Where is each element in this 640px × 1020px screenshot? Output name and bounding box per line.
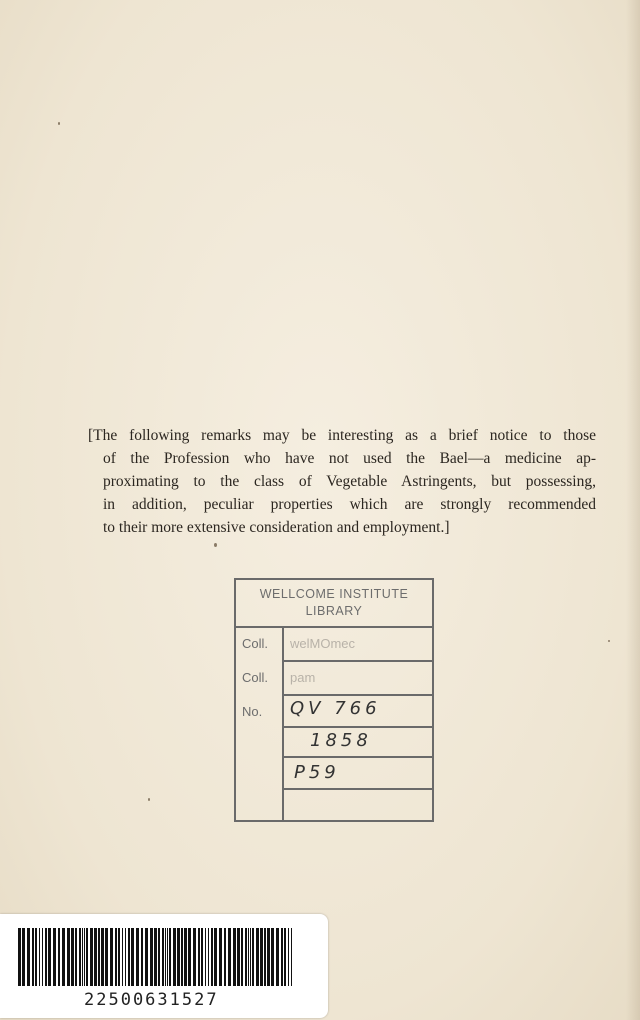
- barcode-bar: [22, 928, 25, 986]
- barcode-bar: [250, 928, 251, 986]
- barcode-bar: [154, 928, 157, 986]
- barcode-bar: [264, 928, 266, 986]
- barcode-bar: [79, 928, 81, 986]
- notice-line-4: in addition, peculiar properties which are strongly recommended: [103, 496, 596, 513]
- barcode-bar: [288, 928, 289, 986]
- barcode-bar: [71, 928, 74, 986]
- barcode-bar: [271, 928, 274, 986]
- barcode-bar: [48, 928, 51, 986]
- barcode-bar: [169, 928, 171, 986]
- barcode-bar: [205, 928, 206, 986]
- bleed-through-line-1: [0, 86, 640, 116]
- library-stamp: [234, 578, 434, 822]
- barcode-bar: [245, 928, 247, 986]
- barcode-bar: [267, 928, 270, 986]
- stamp-column-divider: [282, 628, 284, 820]
- barcode-bar: [62, 928, 65, 986]
- barcode-bar: [110, 928, 113, 986]
- barcode-bar: [228, 928, 231, 986]
- shelfmark-handwritten: QV 766: [290, 698, 381, 719]
- barcode-bar: [233, 928, 236, 986]
- barcode-bar: [82, 928, 83, 986]
- stamp-value-coll-2: pam: [290, 670, 316, 685]
- notice-line-1: [The following remarks may be interesting as a brief notice to those: [88, 427, 596, 444]
- page-edge-shadow: [626, 0, 640, 1020]
- barcode-number: 22500631527: [84, 990, 219, 1010]
- barcode-bar: [105, 928, 108, 986]
- stamp-label-coll-1: Coll.: [242, 636, 269, 651]
- barcode-bar: [75, 928, 77, 986]
- notice-line-5: to their more extensive consideration and employment.]: [103, 519, 450, 536]
- notice-paragraph: [88, 424, 596, 539]
- barcode-graphic: [16, 928, 298, 996]
- stamp-row-rule: [282, 788, 432, 790]
- paper-speck: [148, 798, 150, 801]
- barcode-bar: [131, 928, 134, 986]
- barcode-bar: [248, 928, 249, 986]
- barcode-bar: [118, 928, 120, 986]
- barcode-bar: [256, 928, 259, 986]
- stamp-label-coll-2: Coll.: [242, 670, 269, 685]
- barcode-bar: [219, 928, 222, 986]
- barcode-bar: [201, 928, 203, 986]
- barcode-bar: [198, 928, 200, 986]
- barcode-bar: [150, 928, 153, 986]
- item-handwritten: P59: [294, 762, 340, 783]
- barcode-bar: [94, 928, 97, 986]
- barcode-bar: [241, 928, 243, 986]
- barcode-label: [0, 914, 328, 1018]
- barcode-bar: [211, 928, 213, 986]
- barcode-bar: [184, 928, 187, 986]
- barcode-bar: [115, 928, 117, 986]
- barcode-bar: [260, 928, 263, 986]
- barcode-bar: [136, 928, 139, 986]
- barcode-bar: [53, 928, 56, 986]
- barcode-bar: [39, 928, 40, 986]
- barcode-bar: [86, 928, 88, 986]
- bleed-through-line-2: [0, 222, 640, 269]
- barcode-bar: [128, 928, 130, 986]
- barcode-bar: [165, 928, 166, 986]
- stamp-row-rule: [282, 756, 432, 758]
- barcode-bar: [18, 928, 21, 986]
- barcode-bar: [188, 928, 191, 986]
- barcode-bar: [67, 928, 70, 986]
- barcode-bar: [208, 928, 209, 986]
- barcode-bar: [291, 928, 292, 986]
- stamp-row-rule: [282, 726, 432, 728]
- stamp-institution: WELLCOME INSTITUTE: [259, 587, 409, 601]
- barcode-bar: [284, 928, 286, 986]
- barcode-bar: [252, 928, 254, 986]
- paper-speck: [214, 543, 217, 547]
- barcode-bar: [101, 928, 104, 986]
- barcode-bar: [167, 928, 168, 986]
- stamp-header: [236, 580, 432, 628]
- barcode-bar: [224, 928, 226, 986]
- barcode-bar: [181, 928, 183, 986]
- stamp-row-rule: [282, 660, 432, 662]
- barcode-bar: [42, 928, 43, 986]
- barcode-bar: [237, 928, 240, 986]
- barcode-bar: [281, 928, 283, 986]
- barcode-bar: [193, 928, 196, 986]
- barcode-bar: [158, 928, 160, 986]
- barcode-bar: [32, 928, 34, 986]
- barcode-bar: [58, 928, 60, 986]
- paper-speck: [608, 640, 610, 642]
- stamp-library: LIBRARY: [305, 604, 363, 618]
- barcode-bar: [27, 928, 30, 986]
- bleed-through-line-3: [0, 340, 640, 378]
- barcode-bar: [162, 928, 164, 986]
- stamp-label-no: No.: [242, 704, 263, 719]
- barcode-bar: [125, 928, 126, 986]
- paper-speck: [58, 122, 60, 125]
- barcode-bar: [45, 928, 47, 986]
- barcode-bar: [141, 928, 143, 986]
- stamp-value-coll-1: welMOmec: [290, 636, 356, 651]
- barcode-bar: [122, 928, 123, 986]
- barcode-bar: [84, 928, 85, 986]
- year-handwritten: 1858: [310, 730, 372, 751]
- barcode-bar: [173, 928, 176, 986]
- notice-line-3: proximating to the class of Vegetable Astringents, but possessing,: [103, 473, 596, 490]
- notice-line-2: of the Profession who have not used the Bael—a medicine ap-: [103, 450, 596, 467]
- barcode-bar: [214, 928, 217, 986]
- barcode-bar: [276, 928, 279, 986]
- barcode-bar: [90, 928, 93, 986]
- stamp-row-rule: [282, 694, 432, 696]
- barcode-bar: [145, 928, 148, 986]
- barcode-bar: [177, 928, 180, 986]
- barcode-bar: [35, 928, 37, 986]
- barcode-bar: [98, 928, 100, 986]
